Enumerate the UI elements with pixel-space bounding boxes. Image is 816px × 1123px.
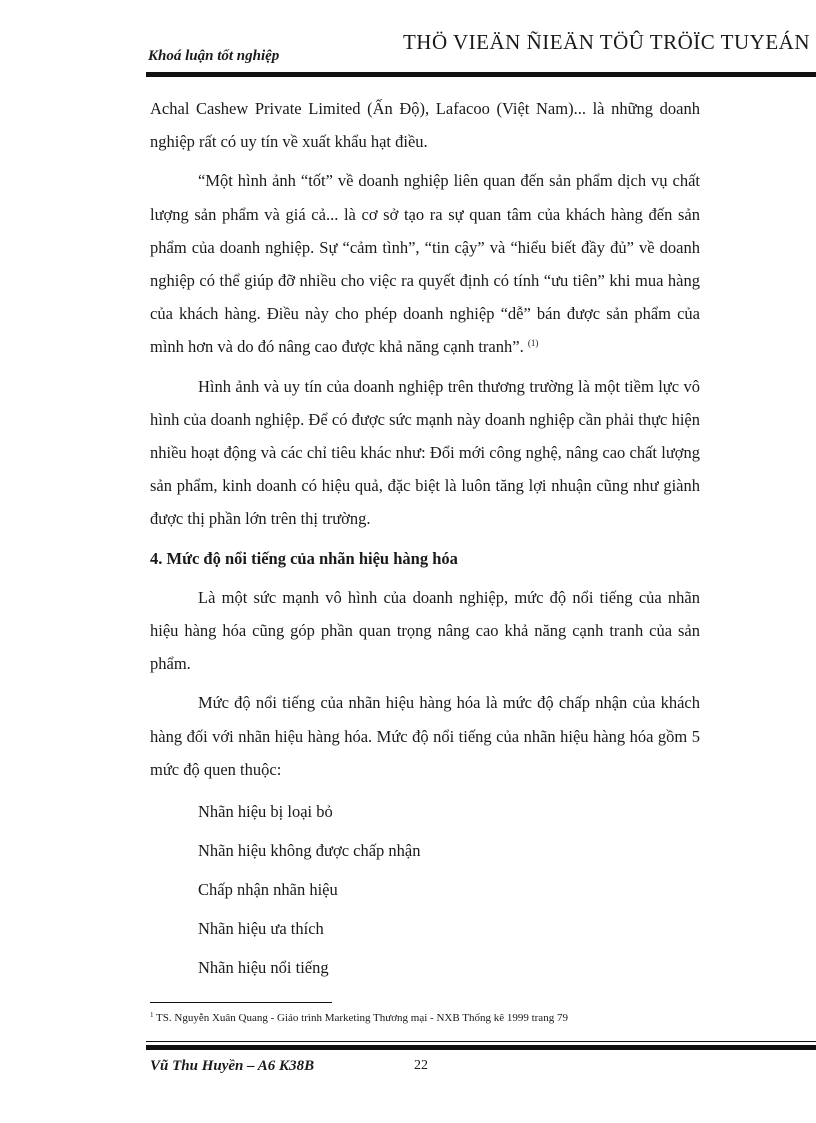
paragraph: Mức độ nổi tiếng của nhãn hiệu hàng hóa là mức độ chấp nhận của khách hàng đối với nhãn hiệu hàng hóa. Mức độ nổi tiếng của nhãn hiệu hàng hóa gồm 5 mức độ quen thuộc: <box>150 693 700 779</box>
header-title: Khoá luận tốt nghiệp <box>148 48 280 64</box>
footnote-mark: 1 <box>150 1011 154 1019</box>
footnote <box>150 1012 568 1024</box>
footnote-rule <box>150 1002 332 1003</box>
page-number: 22 <box>414 1058 428 1073</box>
footer-author: Vũ Thu Huyền – A6 K38B <box>150 1058 315 1074</box>
quote-text: “Một hình ảnh “tốt” về doanh nghiệp liên quan đến sản phẩm dịch vụ chất lượng sản phẩm và giá cả... là cơ sở tạo ra sự quan tâm của khách hàng đến sản phẩm của doanh nghiệp. Sự “cảm tình”, “tin cậy” và “hiểu biết đầy đủ” về doanh nghiệp có thể giúp đỡ nhiều cho việc ra quyết định có tính “ưu tiên” khi mua hàng của khách hàng. Điều này cho phép doanh nghiệp “dễ” bán được sản phẩm của mình hơn và do đó nâng cao được khả năng cạnh tranh”. <box>150 171 700 357</box>
list-item: Chấp nhận nhãn hiệu <box>198 880 338 900</box>
footer-rule-thick <box>146 1045 816 1050</box>
page-body <box>150 92 700 987</box>
list-item: Nhãn hiệu không được chấp nhận <box>198 841 421 861</box>
quote-paragraph <box>150 164 700 363</box>
header-rule <box>146 72 816 77</box>
footnote-ref: (1) <box>527 338 539 349</box>
list-item: Nhãn hiệu nổi tiếng <box>198 958 329 978</box>
paragraph: Là một sức mạnh vô hình của doanh nghiệp, mức độ nổi tiếng của nhãn hiệu hàng hóa cũng góp phần quan trọng nâng cao khả năng cạnh tranh của sản phẩm. <box>150 587 700 674</box>
paragraph: Achal Cashew Private Limited (Ấn Độ), Lafacoo (Việt Nam)... là những doanh nghiệp rất có uy tín về xuất khẩu hạt điều. <box>150 99 700 152</box>
list-item: Nhãn hiệu bị loại bỏ <box>198 802 333 822</box>
footer-rule-thin <box>146 1041 816 1042</box>
footnote-text: TS. Nguyễn Xuân Quang - Giáo trình Marketing Thương mại - NXB Thống kê 1999 trang 79 <box>153 1012 568 1024</box>
paragraph: Hình ảnh và uy tín của doanh nghiệp trên thương trường là một tiềm lực vô hình của doanh nghiệp. Để có được sức mạnh này doanh nghiệp cần phải thực hiện nhiều hoạt động và các chỉ tiêu khác như: Đổi mới công nghệ, nâng cao chất lượng sản phẩm, kinh doanh có hiệu quả, đặc biệt là luôn tăng lợi nhuận cũng như giành được thị phần lớn trên thị trường. <box>150 376 700 529</box>
level-list <box>198 792 700 987</box>
section-heading: 4. Mức độ nổi tiếng của nhãn hiệu hàng hóa <box>150 548 458 568</box>
list-item: Nhãn hiệu ưa thích <box>198 919 324 939</box>
header-watermark: THÖ VIEÄN ÑIEÄN TÖÛ TRÖÏC TUYEÁN <box>402 30 810 54</box>
